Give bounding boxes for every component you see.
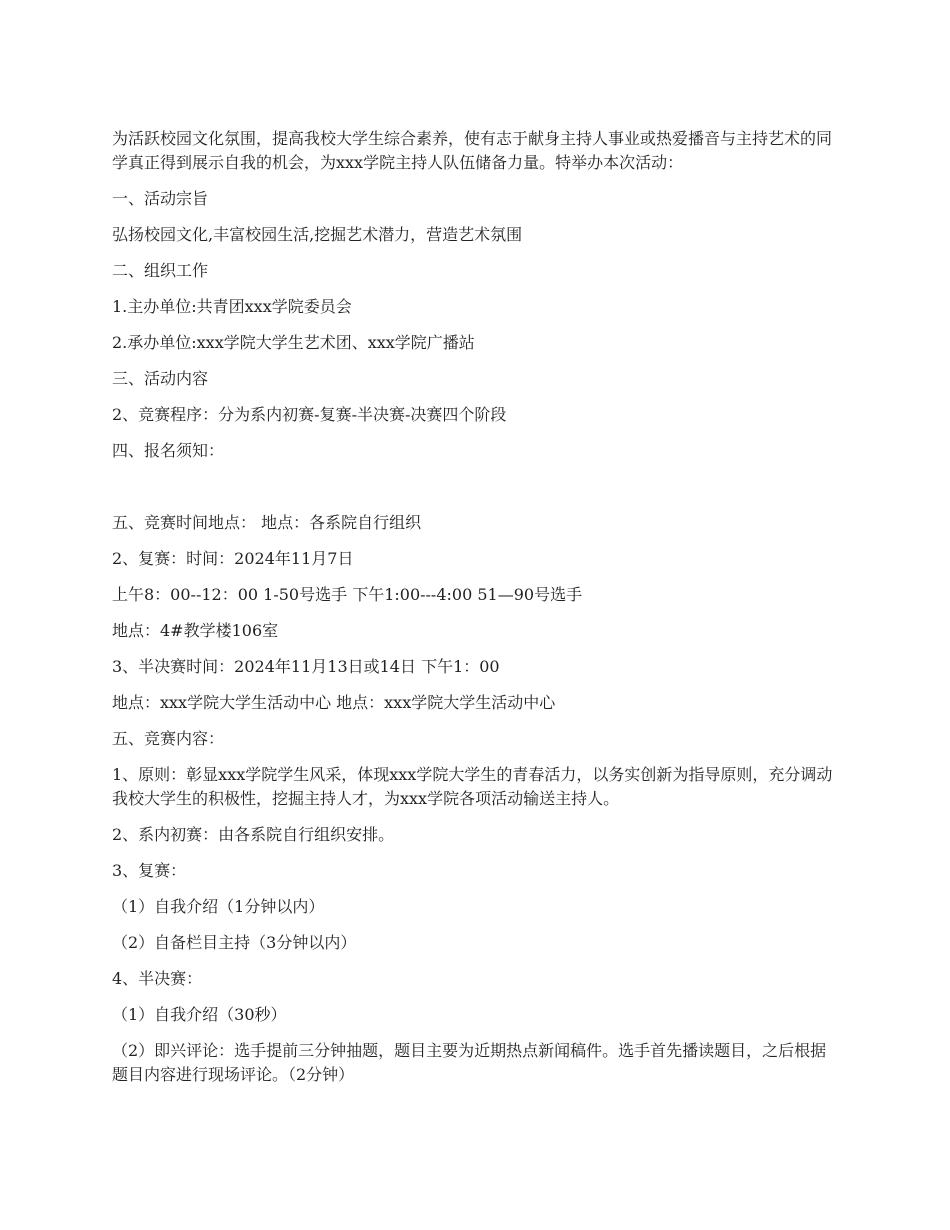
semifinal-location-line: 地点：xxx学院大学生活动中心 地点：xxx学院大学生活动中心 (112, 693, 556, 712)
document-body (112, 127, 840, 1099)
semifinal-item-2: （2）即兴评论：选手提前三分钟抽题，题目主要为近期热点新闻稿件。选手首先播读题目，之后根据题目内容进行现场评论。（2分钟） (112, 1041, 827, 1084)
section-heading-purpose: 一、活动宗旨 (112, 189, 209, 208)
purpose-paragraph: 弘扬校园文化,丰富校园生活,挖掘艺术潜力，营造艺术氛围 (112, 225, 523, 244)
rematch-item-2: （2）自备栏目主持（3分钟以内） (112, 933, 357, 952)
intro-paragraph: 为活跃校园文化氛围，提高我校大学生综合素养，使有志于献身主持人事业或热爱播音与主持艺术的同学真正得到展示自我的机会，为xxx学院主持人队伍储备力量。特举办本次活动： (112, 129, 833, 172)
blank-gap (112, 475, 840, 511)
rematch-item-1: （1）自我介绍（1分钟以内） (112, 897, 325, 916)
section-heading-time-place: 五、竞赛时间地点： 地点：各系院自行组织 (112, 513, 422, 532)
semifinal-item-1: （1）自我介绍（30秒） (112, 1005, 287, 1024)
preliminary-line: 2、系内初赛：由各系院自行组织安排。 (112, 825, 395, 844)
semifinal-heading: 4、半决赛： (112, 969, 203, 988)
organizer-line: 1.主办单位:共青团xxx学院委员会 (112, 297, 352, 316)
rematch-location-line: 地点：4#教学楼106室 (112, 621, 279, 640)
co-organizer-line: 2.承办单位:xxx学院大学生艺术团、xxx学院广播站 (112, 333, 475, 352)
section-heading-registration: 四、报名须知： (112, 441, 225, 460)
rematch-heading: 3、复赛： (112, 861, 187, 880)
section-heading-content: 三、活动内容 (112, 369, 209, 388)
section-heading-organization: 二、组织工作 (112, 261, 209, 280)
semifinal-time-line: 3、半决赛时间：2024年11月13日或14日 下午1：00 (112, 657, 500, 676)
principle-paragraph: 1、原则：彰显xxx学院学生风采，体现xxx学院大学生的青春活力，以务实创新为指导原则，充分调动我校大学生的积极性，挖掘主持人才，为xxx学院各项活动输送主持人。 (112, 765, 833, 808)
rematch-time-line: 2、复赛：时间：2024年11月7日 (112, 549, 354, 568)
rematch-schedule-line: 上午8：00--12：00 1-50号选手 下午1:00---4:00 51—90号选手 (112, 585, 583, 604)
section-heading-competition-content: 五、竞赛内容： (112, 729, 225, 748)
competition-procedure-line: 2、竞赛程序：分为系内初赛-复赛-半决赛-决赛四个阶段 (112, 405, 507, 424)
